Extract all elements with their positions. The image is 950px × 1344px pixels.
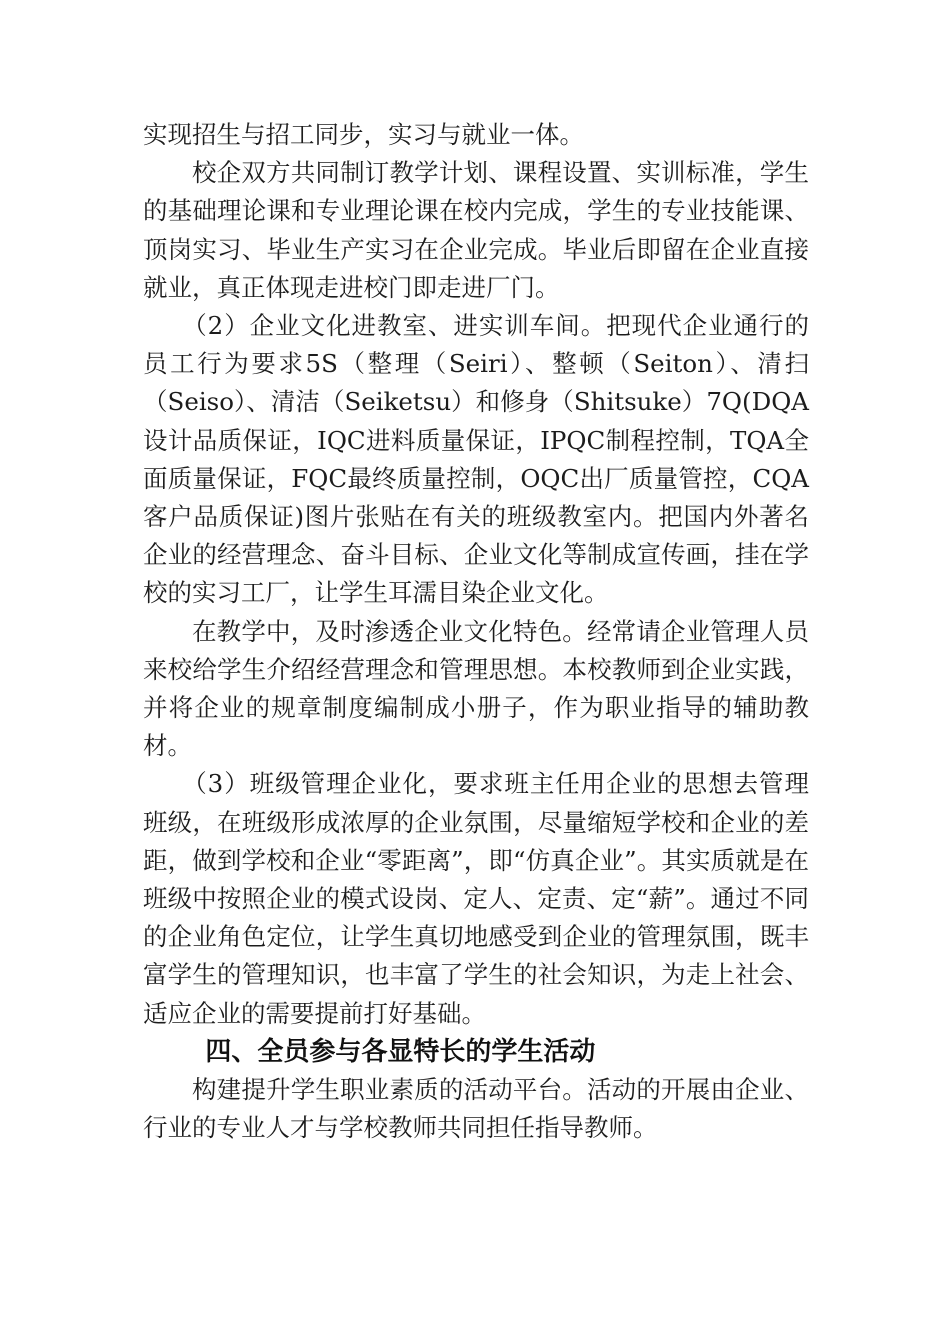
document-body	[143, 116, 809, 1147]
paragraph-enterprise-culture: （2）企业文化进教室、进实训车间。把现代企业通行的员工行为要求5S（整理（Seiri）、整顿（Seiton）、清扫（Seiso）、清洁（Seiketsu）和修身（Shitsuke）7Q(DQA设计品质保证，IQC进料质量保证，IPQC制程控制，TQA全面质量保证，FQC最终质量控制，OQC出厂质量管控，CQA客户品质保证)图片张贴在有关的班级教室内。把国内外著名企业的经营理念、奋斗目标、企业文化等制成宣传画，挂在学校的实习工厂，让学生耳濡目染企业文化。	[143, 311, 809, 608]
paragraph-teaching-culture: 在教学中，及时渗透企业文化特色。经常请企业管理人员来校给学生介绍经营理念和管理思想。本校教师到企业实践，并将企业的规章制度编制成小册子，作为职业指导的辅助教材。	[143, 616, 809, 761]
paragraph-continuation: 实现招生与招工同步，实习与就业一体。	[143, 120, 584, 149]
section-heading: 四、全员参与各显特长的学生活动	[205, 1036, 596, 1067]
paragraph-activity-platform: 构建提升学生职业素质的活动平台。活动的开展由企业、行业的专业人才与学校教师共同担任指导教师。	[143, 1075, 809, 1143]
paragraph-joint-curriculum: 校企双方共同制订教学计划、课程设置、实训标准，学生的基础理论课和专业理论课在校内完成，学生的专业技能课、顶岗实习、毕业生产实习在企业完成。毕业后即留在企业直接就业，真正体现走进校门即走进厂门。	[143, 158, 809, 302]
paragraph-class-management: （3）班级管理企业化，要求班主任用企业的思想去管理班级，在班级形成浓厚的企业氛围，尽量缩短学校和企业的差距，做到学校和企业“零距离”，即“仿真企业”。其实质就是在班级中按照企业的模式设岗、定人、定责、定“薪”。通过不同的企业角色定位，让学生真切地感受到企业的管理氛围，既丰富学生的管理知识，也丰富了学生的社会知识，为走上社会、适应企业的需要提前打好基础。	[143, 769, 809, 1028]
